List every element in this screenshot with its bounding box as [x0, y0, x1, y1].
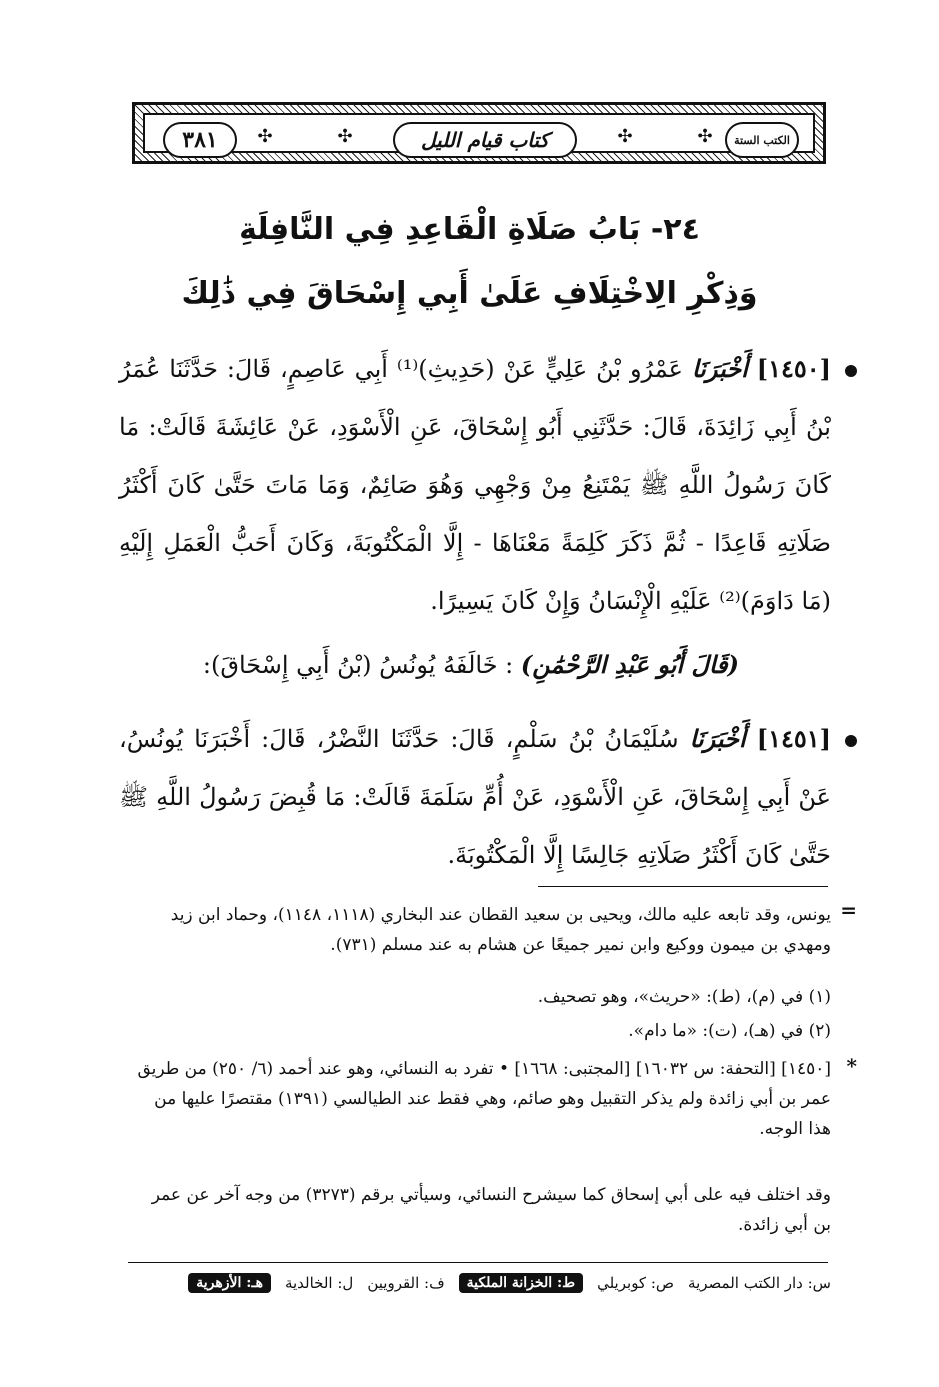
chapter-title-line-2: وَذِكْرِ الِاخْتِلَافِ عَلَىٰ أَبِي إِسْحَاقَ فِي ذَٰلِكَ	[181, 276, 758, 311]
chapter-title-line-1: ٢٤- بَابُ صَلَاةِ الْقَاعِدِ فِي النَّافِلَةِ	[239, 212, 700, 247]
footnote-1: (١) في (م)، (ط): «حريث»، وهو تصحيف.	[537, 987, 831, 1007]
hadith-1450	[119, 340, 831, 630]
star-ornament-icon: ✣	[257, 126, 273, 147]
hadith-opening: أَخْبَرَنَا	[691, 354, 748, 383]
hadith-text: سُلَيْمَانُ بْنُ سَلْمٍ، قَالَ: حَدَّثَنَا النَّضْرُ، قَالَ: أَخْبَرَنَا يُونُسُ، عَنْ أَبِي إِسْحَاقَ، عَنِ الْأَسْوَدِ، عَنْ أُمِّ سَلَمَةَ قَالَتْ: مَا قُبِضَ رَسُولُ اللَّهِ ﷺ حَتَّىٰ كَانَ أَكْثَرُ صَلَاتِهِ جَالِسًا إِلَّا الْمَكْتُوبَةَ.	[119, 725, 831, 869]
hadith-text: عَمْرُو بْنُ عَلِيٍّ عَنْ (حَدِيثِ)⁽¹⁾ أَبِي عَاصِمٍ، قَالَ: حَدَّثَنَا عُمَرُ بْنُ أَبِي زَائِدَةَ، قَالَ: حَدَّثَنِي أَبُو إِسْحَاقَ، عَنِ الْأَسْوَدِ، عَنْ عَائِشَةَ قَالَتْ: مَا كَانَ رَسُولُ اللَّهِ ﷺ يَمْتَنِعُ مِنْ وَجْهِي وَهُوَ صَائِمٌ، وَمَا مَاتَ حَتَّىٰ كَانَ أَكْثَرُ صَلَاتِهِ قَاعِدًا - ثُمَّ ذَكَرَ كَلِمَةً مَعْنَاهَا - إِلَّا الْمَكْتُوبَةَ، وَكَانَ أَحَبُّ الْعَمَلِ إِلَيْهِ (مَا دَاوَمَ)⁽²⁾ عَلَيْهِ الْإِنْسَانُ وَإِنْ كَانَ يَسِيرًا.	[119, 355, 831, 615]
page-header-ornament	[132, 102, 826, 164]
series-logo: الكتب الستة	[725, 122, 799, 158]
legend-item-highlighted: ط: الخزانة الملكية	[459, 1273, 583, 1293]
star-ornament-icon: ✣	[617, 126, 633, 147]
takhrij-note: [١٤٥٠] [التحفة: س ١٦٠٣٢] [المجتبى: ١٦٦٨] • تفرد به النسائي، وهو عند أحمد (٦/ ٢٥٠) من طريق عمر بن أبي زائدة ولم يذكر التقبيل وهو صائم، وهي فقط عند الطيالسي (١٣٩١) مقتصرًا عليها من هذا الوجه.	[137, 1059, 831, 1139]
legend-item: ص: كوبريلي	[597, 1274, 675, 1292]
takhrij-mark: *	[846, 1054, 857, 1078]
legend-item: ف: القرويين	[367, 1274, 445, 1292]
hadith-number: [١٤٥١]	[756, 724, 831, 753]
hadith-opening: أَخْبَرَنَا	[689, 724, 746, 753]
hadith-1451	[119, 710, 831, 884]
star-ornament-icon: ✣	[337, 126, 353, 147]
footnote-2: (٢) في (هـ)، (ت): «ما دام».	[628, 1021, 831, 1041]
takhrij-note-2: وقد اختلف فيه على أبي إسحاق كما سيشرح النسائي، وسيأتي برقم (٣٢٧٣) من وجه آخر عن عمر بن أبي زائدة.	[151, 1185, 831, 1235]
hadith-number: [١٤٥٠]	[756, 354, 831, 383]
author-comment	[203, 640, 739, 690]
footnote-continuation: يونس، وقد تابعه عليه مالك، ويحيى بن سعيد القطان عند البخاري (١١١٨، ١١٤٨)، وحماد ابن زيد ومهدي بن ميمون ووكيع وابن نمير جميعًا عن هشام به عند مسلم (٧٣١).	[170, 905, 831, 955]
hadith-bullet-icon	[845, 735, 857, 747]
footnote-separator	[538, 886, 828, 887]
page-number: ٣٨١	[163, 122, 237, 158]
hadith-bullet-icon	[845, 365, 857, 377]
star-ornament-icon: ✣	[697, 126, 713, 147]
author-comment-text: : خَالَفَهُ يُونُسُ (بْنُ أَبِي إِسْحَاقَ):	[202, 651, 514, 679]
author-label: (قَالَ أَبُو عَبْدِ الرَّحْمَٰنِ)	[520, 650, 739, 679]
continuation-mark: =	[840, 898, 857, 922]
legend-item-highlighted: هـ: الأزهرية	[188, 1273, 271, 1293]
manuscript-legend	[131, 1268, 831, 1298]
legend-item: ل: الخالدية	[284, 1274, 354, 1292]
header-inner-frame	[143, 113, 815, 153]
legend-item: س: دار الكتب المصرية	[688, 1274, 831, 1292]
footer-separator	[128, 1262, 828, 1263]
running-title: كتاب قيام الليل	[393, 122, 577, 158]
